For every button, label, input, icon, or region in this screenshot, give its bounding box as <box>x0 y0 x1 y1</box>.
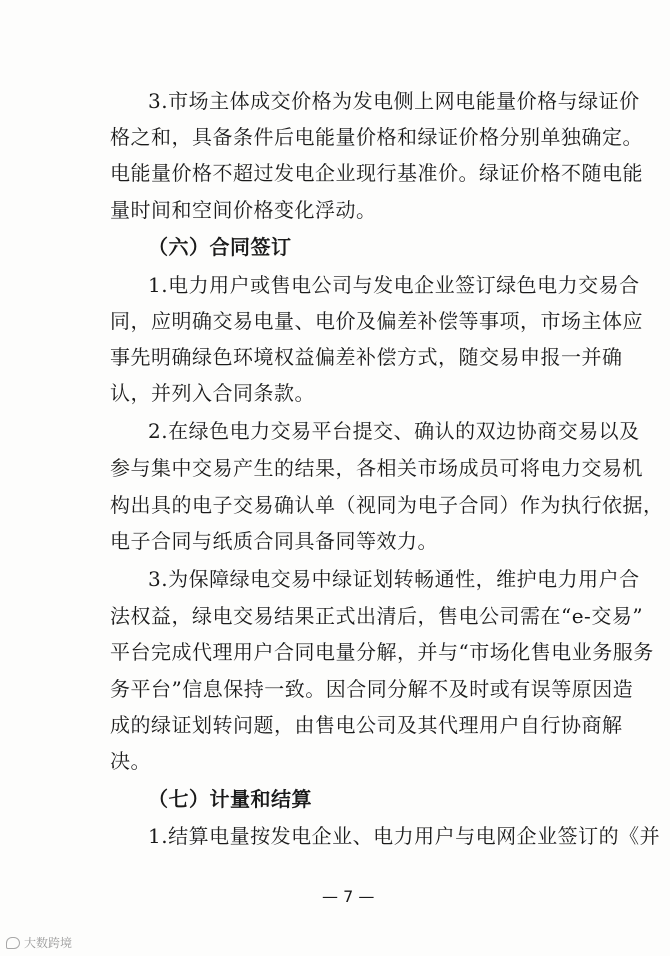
chat-bubble-icon <box>6 937 20 949</box>
paragraph-line: 3.为保障绿电交易中绿证划转畅通性，维护电力用户合 <box>148 567 640 591</box>
paragraph-line: 电子合同与纸质合同具备同等效力。 <box>110 529 438 553</box>
watermark <box>6 934 72 951</box>
paragraph-line: 同，应明确交易电量、电价及偏差补偿等事项，市场主体应 <box>110 309 643 333</box>
paragraph-line: 1.结算电量按发电企业、电力用户与电网企业签订的《并 <box>148 824 661 848</box>
page-number: — 7 — <box>322 887 375 906</box>
paragraph-line: 成的绿证划转问题，由售电公司及其代理用户自行协商解 <box>110 713 623 737</box>
paragraph-line: 事先明确绿色环境权益偏差补偿方式，随交易申报一并确 <box>110 345 623 369</box>
paragraph-line: 格之和，具备条件后电能量价格和绿证价格分别单独确定。 <box>110 125 643 149</box>
section-heading-metering: （七）计量和结算 <box>148 787 312 811</box>
paragraph-line: 务平台”信息保持一致。因合同分解不及时或有误等原因造 <box>110 677 634 701</box>
paragraph-line: 构出具的电子交易确认单（视同为电子合同）作为执行依据， <box>110 493 664 517</box>
paragraph-line: 1.电力用户或售电公司与发电企业签订绿色电力交易合 <box>148 273 640 297</box>
paragraph-line: 3.市场主体成交价格为发电侧上网电能量价格与绿证价 <box>148 89 640 113</box>
paragraph-line: 法权益，绿电交易结果正式出清后，售电公司需在“e-交易” <box>110 604 644 628</box>
paragraph-line: 参与集中交易产生的结果，各相关市场成员可将电力交易机 <box>110 456 643 480</box>
paragraph-line: 决。 <box>110 749 151 773</box>
watermark-text: 大数跨境 <box>24 936 73 950</box>
section-heading-contract: （六）合同签订 <box>148 235 292 259</box>
paragraph-line: 平台完成代理用户合同电量分解，并与“市场化售电业务服务 <box>110 640 654 664</box>
paragraph-line: 电能量价格不超过发电企业现行基准价。绿证价格不随电能 <box>110 161 643 185</box>
paragraph-line: 2.在绿色电力交易平台提交、确认的双边协商交易以及 <box>148 419 640 443</box>
paragraph-line: 认，并列入合同条款。 <box>110 381 315 405</box>
paragraph-line: 量时间和空间价格变化浮动。 <box>110 198 377 222</box>
